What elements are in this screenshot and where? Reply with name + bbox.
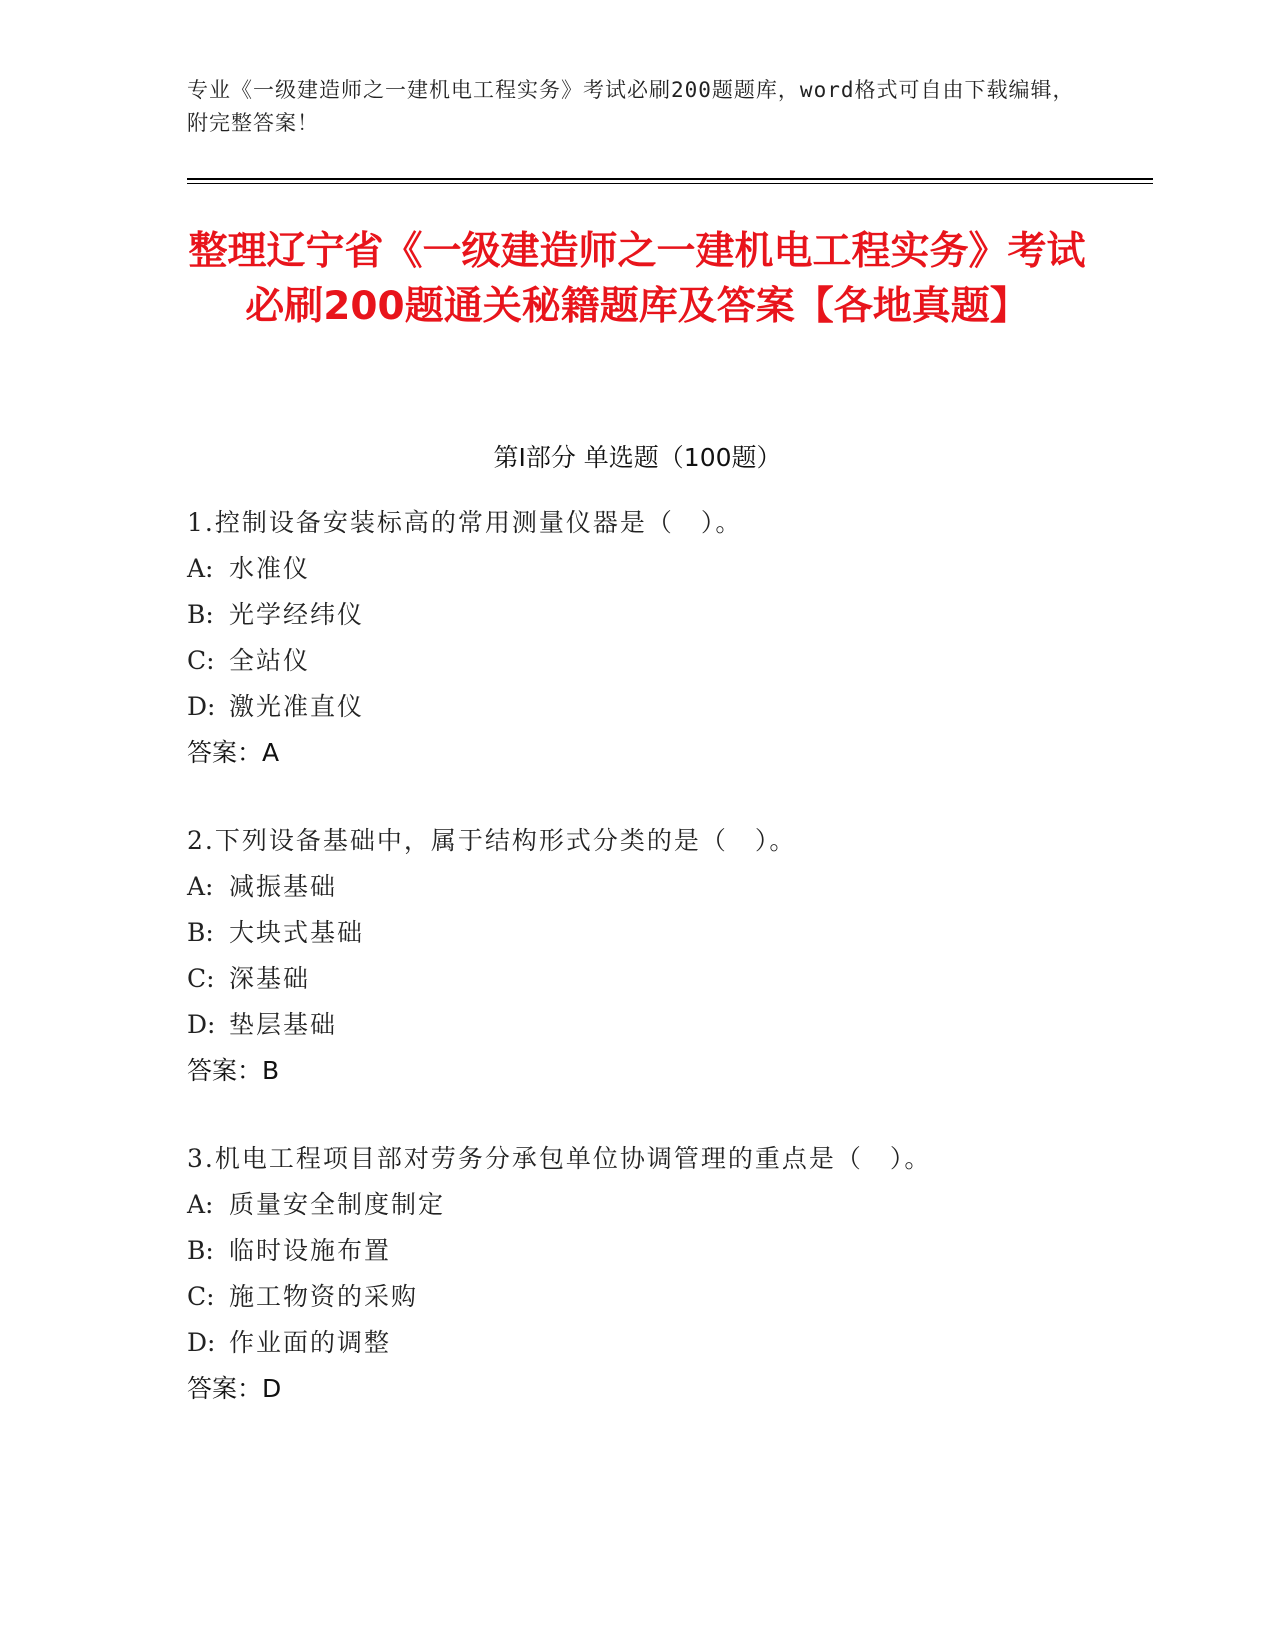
- option-d: [187, 1002, 1087, 1048]
- option-letter: C:: [187, 964, 215, 993]
- question-block: [187, 1136, 1087, 1412]
- option-text: 作业面的调整: [229, 1328, 392, 1357]
- section-heading: 第I部分 单选题（100题）: [493, 443, 782, 472]
- option-letter: D:: [187, 1328, 216, 1357]
- option-b: [187, 1228, 1087, 1274]
- option-b: [187, 910, 1087, 956]
- option-letter: D:: [187, 692, 216, 721]
- option-letter: C:: [187, 1282, 215, 1311]
- option-letter: A:: [187, 872, 214, 901]
- option-text: 施工物资的采购: [229, 1282, 419, 1311]
- option-text: 大块式基础: [229, 918, 365, 947]
- option-text: 临时设施布置: [229, 1236, 392, 1265]
- question-stem: 3.机电工程项目部对劳务分承包单位协调管理的重点是（ ）。: [187, 1144, 932, 1173]
- question-stem: 2.下列设备基础中，属于结构形式分类的是（ ）。: [187, 826, 797, 855]
- option-letter: B:: [187, 600, 214, 629]
- option-letter: A:: [187, 1190, 214, 1219]
- option-c: [187, 956, 1087, 1002]
- answer-line: 答案：B: [187, 1056, 280, 1085]
- option-c: [187, 638, 1087, 684]
- option-text: 垫层基础: [229, 1010, 338, 1039]
- option-d: [187, 684, 1087, 730]
- option-text: 水准仪: [229, 554, 311, 583]
- question-stem: 1.控制设备安装标高的常用测量仪器是（ ）。: [187, 508, 743, 537]
- option-b: [187, 592, 1087, 638]
- option-text: 光学经纬仪: [229, 600, 365, 629]
- question-block: [187, 500, 1087, 776]
- option-text: 全站仪: [229, 646, 311, 675]
- option-text: 减振基础: [229, 872, 338, 901]
- option-text: 激光准直仪: [229, 692, 365, 721]
- document-title: 整理辽宁省《一级建造师之一建机电工程实务》考试必刷200题通关秘籍题库及答案【各地真题】: [188, 229, 1086, 329]
- option-d: [187, 1320, 1087, 1366]
- option-text: 深基础: [229, 964, 311, 993]
- header-rule-thick: [187, 178, 1153, 180]
- question-block: [187, 818, 1087, 1094]
- option-a: [187, 1182, 1087, 1228]
- option-letter: B:: [187, 918, 214, 947]
- option-c: [187, 1274, 1087, 1320]
- option-a: [187, 546, 1087, 592]
- header-note: 专业《一级建造师之一建机电工程实务》考试必刷200题题库，word格式可自由下载编辑，附完整答案！: [187, 78, 1075, 135]
- option-letter: B:: [187, 1236, 214, 1265]
- answer-line: 答案：D: [187, 1374, 282, 1403]
- option-letter: C:: [187, 646, 215, 675]
- option-letter: A:: [187, 554, 214, 583]
- option-letter: D:: [187, 1010, 216, 1039]
- option-a: [187, 864, 1087, 910]
- header-rule-thin: [187, 183, 1153, 184]
- option-text: 质量安全制度制定: [229, 1190, 446, 1219]
- answer-line: 答案：A: [187, 738, 280, 767]
